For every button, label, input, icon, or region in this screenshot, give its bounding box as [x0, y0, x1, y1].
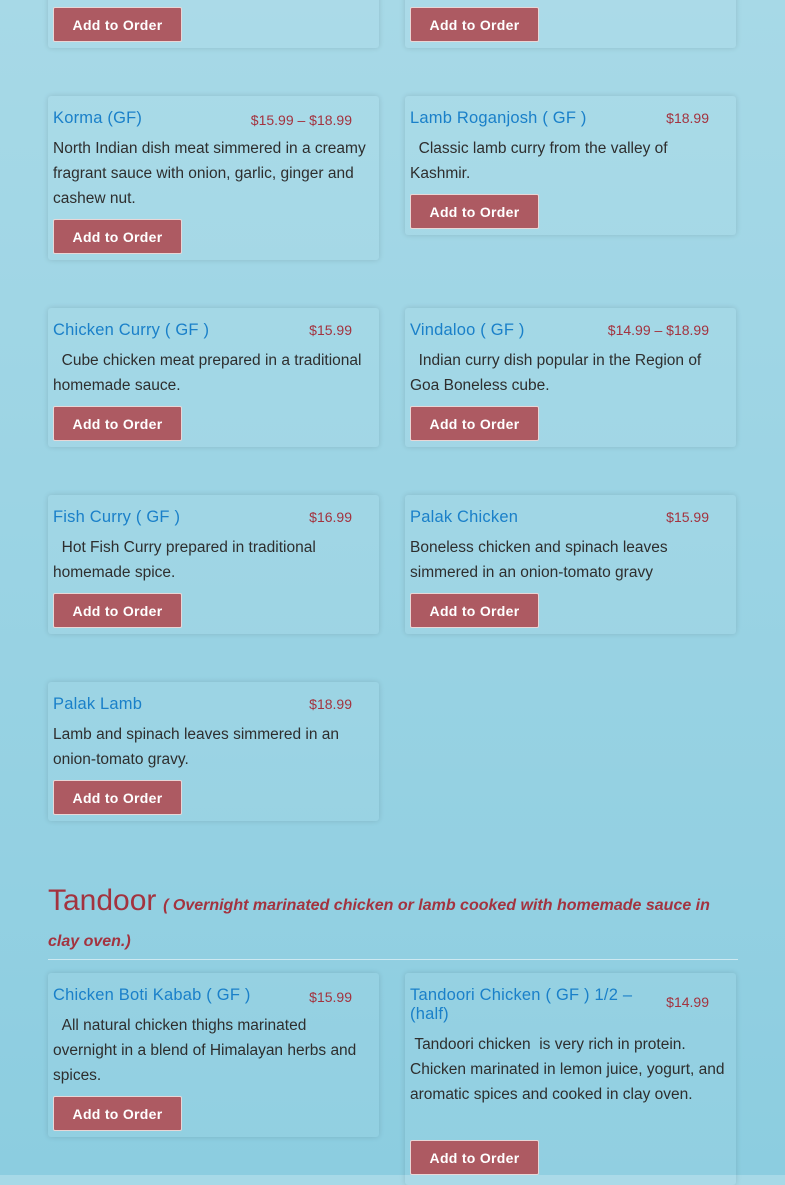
- add-to-order-button[interactable]: Add to Order: [53, 7, 182, 42]
- add-to-order-button[interactable]: Add to Order: [410, 406, 539, 441]
- item-description: Lamb and spinach leaves simmered in an onion-tomato gravy.: [53, 726, 344, 768]
- item-name[interactable]: Lamb Roganjosh ( GF ): [410, 109, 587, 127]
- menu-card-vindaloo: [405, 308, 736, 447]
- add-to-order-button[interactable]: Add to Order: [53, 593, 182, 628]
- item-description: Hot Fish Curry prepared in traditional homemade spice.: [53, 539, 321, 581]
- add-to-order-button[interactable]: Add to Order: [53, 406, 182, 441]
- item-description: Indian curry dish popular in the Region of Goa Boneless cube.: [410, 352, 706, 394]
- menu-card-palak-lamb: [48, 682, 379, 821]
- add-to-order-button[interactable]: Add to Order: [410, 1140, 539, 1175]
- add-to-order-button[interactable]: Add to Order: [410, 7, 539, 42]
- item-price: $15.99: [309, 989, 352, 1005]
- item-name[interactable]: Korma (GF): [53, 109, 143, 127]
- add-to-order-button[interactable]: Add to Order: [53, 219, 182, 254]
- item-description: Tandoori chicken is very rich in protein. Chicken marinated in lemon juice, yogurt, and aromatic spices and cooked in clay oven.: [410, 1036, 729, 1103]
- item-price: $14.99 – $18.99: [607, 322, 709, 338]
- item-name[interactable]: Chicken Boti Kabab ( GF ): [53, 986, 251, 1004]
- item-name[interactable]: Fish Curry ( GF ): [53, 508, 181, 526]
- menu-card-partial-right: [405, 0, 736, 48]
- item-description: North Indian dish meat simmered in a creamy fragrant sauce with onion, garlic, ginger and cashew nut.: [53, 140, 371, 207]
- item-price: $16.99: [309, 509, 352, 525]
- menu-card-chicken-curry: [48, 308, 379, 447]
- item-price: $15.99: [309, 322, 352, 338]
- item-price: $15.99 – $18.99: [250, 112, 352, 128]
- item-name[interactable]: Vindaloo ( GF ): [410, 321, 525, 339]
- menu-card-palak-chicken: [405, 495, 736, 634]
- section-title-text: Tandoor: [48, 884, 157, 917]
- section-note: ( Overnight marinated chicken or lamb cooked with homemade sauce in clay oven.): [48, 897, 710, 950]
- section-divider: [48, 959, 738, 960]
- item-name[interactable]: Chicken Curry ( GF ): [53, 321, 210, 339]
- item-description: Boneless chicken and spinach leaves simmered in an onion-tomato gravy: [410, 539, 672, 581]
- menu-card-fish-curry: [48, 495, 379, 634]
- item-name[interactable]: Palak Lamb: [53, 695, 143, 713]
- section-title-tandoor: [48, 884, 738, 958]
- item-name[interactable]: Palak Chicken: [410, 508, 519, 526]
- item-price: $15.99: [666, 509, 709, 525]
- menu-card-chicken-boti-kabab: [48, 973, 379, 1137]
- menu-card-korma: [48, 96, 379, 260]
- item-description: All natural chicken thighs marinated overnight in a blend of Himalayan herbs and spices.: [53, 1017, 361, 1084]
- item-name[interactable]: Tandoori Chicken ( GF ) 1/2 – (half): [410, 986, 633, 1023]
- add-to-order-button[interactable]: Add to Order: [410, 593, 539, 628]
- item-description: Classic lamb curry from the valley of Kashmir.: [410, 140, 672, 182]
- item-description: Cube chicken meat prepared in a traditional homemade sauce.: [53, 352, 366, 394]
- menu-card-lamb-roganjosh: [405, 96, 736, 235]
- item-price: $14.99: [666, 994, 709, 1010]
- item-price: $18.99: [666, 110, 709, 126]
- add-to-order-button[interactable]: Add to Order: [53, 780, 182, 815]
- menu-card-partial-left: [48, 0, 379, 48]
- add-to-order-button[interactable]: Add to Order: [410, 194, 539, 229]
- menu-card-tandoori-chicken: [405, 973, 736, 1185]
- add-to-order-button[interactable]: Add to Order: [53, 1096, 182, 1131]
- item-price: $18.99: [309, 696, 352, 712]
